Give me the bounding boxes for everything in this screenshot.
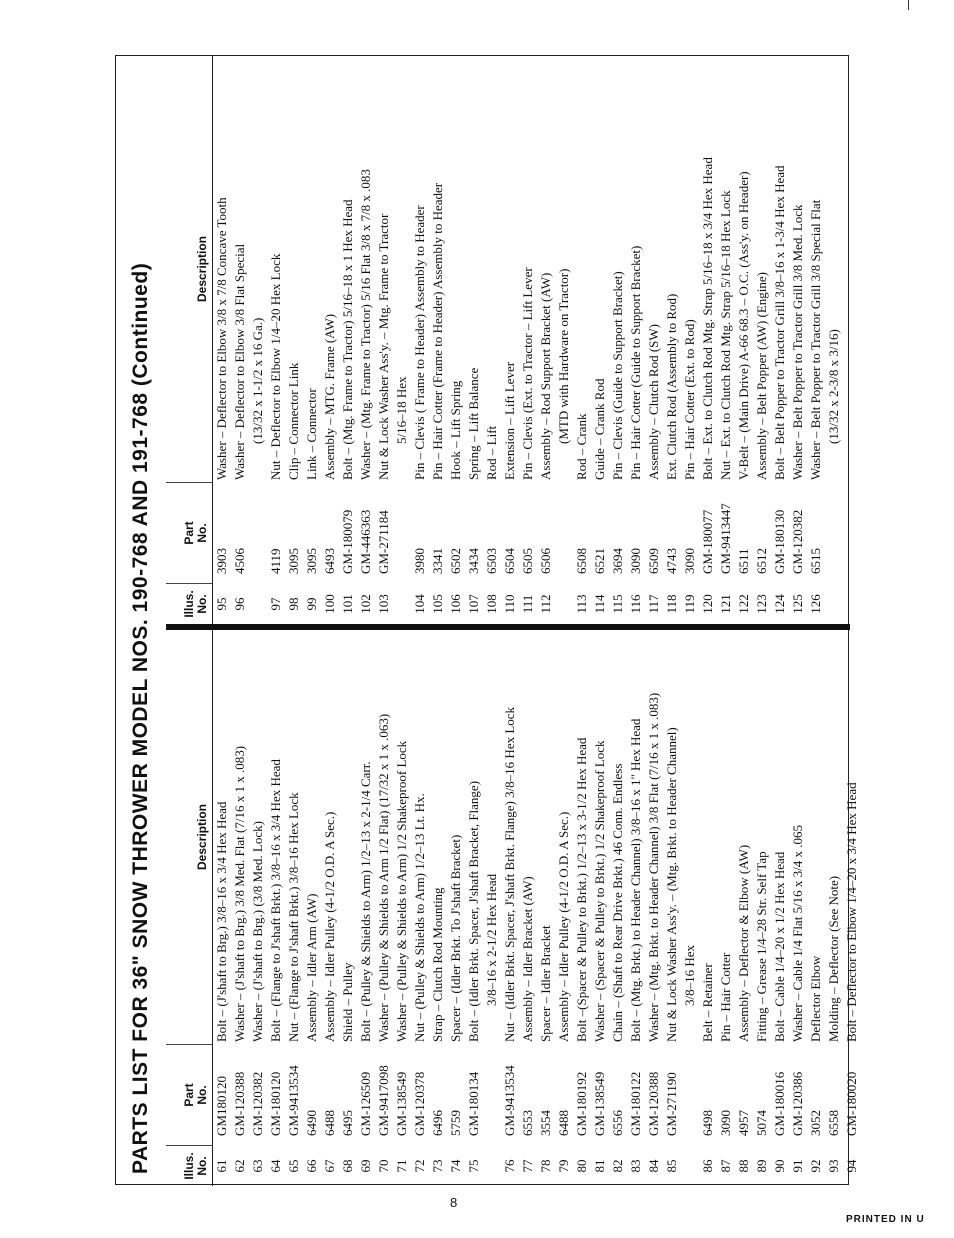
part-no-cell: 4506 <box>232 548 247 574</box>
table-row <box>717 56 735 624</box>
description-cell: Washer – Belt Popper to Tractor Grill 3/8 Special Flat <box>808 199 823 480</box>
illus-no-cell: 115 <box>610 594 625 614</box>
part-no-cell: 3090 <box>628 548 643 574</box>
part-no-cell: GM-9413447 <box>718 503 733 574</box>
table-row <box>735 56 753 624</box>
part-no-cell: 3694 <box>610 548 625 574</box>
illus-no-cell: 71 <box>394 1159 409 1173</box>
illus-no-cell: 126 <box>808 594 823 614</box>
table-row <box>357 630 375 1186</box>
description-cell: Washer – (Mtg. Brkt. to Header Channel) 3/8 Flat (7/16 x 1 x .083) <box>646 692 661 1042</box>
edge-tick-mark <box>908 0 909 10</box>
part-no-cell: GM-180192 <box>574 1071 589 1136</box>
illus-no-cell: 118 <box>664 594 679 614</box>
description-cell: Spring – Lift Balance <box>466 367 481 480</box>
part-no-cell: GM-9413534 <box>286 1065 301 1136</box>
description-cell: Nut – (Pulley & Shields to Arm) 1/2–13 Lt. Hx. <box>412 793 427 1042</box>
illus-no-cell: 84 <box>646 1159 661 1173</box>
part-no-cell: 5759 <box>448 1110 463 1136</box>
part-no-cell: GM-180134 <box>466 1071 481 1136</box>
illus-no-cell: 111 <box>520 594 535 614</box>
part-no-cell: 6493 <box>322 548 337 574</box>
table-row <box>447 630 465 1186</box>
part-no-cell: 6515 <box>808 548 823 574</box>
part-no-cell: 6511 <box>736 548 751 574</box>
part-no-cell: 6504 <box>502 548 517 574</box>
table-row <box>699 630 717 1186</box>
table-row <box>771 56 789 624</box>
left-table <box>166 630 859 1186</box>
table-row <box>393 630 411 1186</box>
part-no-cell: 6503 <box>484 548 499 574</box>
col-header-part-no: Part No. <box>166 482 212 583</box>
part-no-cell: GM-180122 <box>628 1071 643 1136</box>
table-row <box>789 630 807 1186</box>
table-row <box>213 56 231 624</box>
table-row <box>753 630 771 1186</box>
illus-no-cell: 61 <box>214 1159 229 1173</box>
continuation-spacer <box>825 484 843 624</box>
part-no-cell: 6505 <box>520 548 535 574</box>
table-row <box>303 56 321 624</box>
part-no-cell: 3095 <box>286 548 301 574</box>
part-no-cell: GM-180077 <box>700 509 715 574</box>
table-row <box>519 630 537 1186</box>
illus-no-cell: 95 <box>214 597 229 611</box>
continuation-text: (13/32 x 2-3/8 x 3/16) <box>826 329 841 444</box>
illus-no-cell: 80 <box>574 1159 589 1173</box>
part-no-cell: 6556 <box>610 1110 625 1136</box>
description-cell: Assembly – Idler Pulley (4-1/2 O.D. A Sec.) <box>322 811 337 1042</box>
part-no-cell: 6558 <box>826 1110 841 1136</box>
table-row <box>231 56 249 624</box>
table-row <box>609 630 627 1186</box>
illus-no-cell: 114 <box>592 594 607 614</box>
part-no-cell: 3090 <box>682 548 697 574</box>
part-no-cell: GM180120 <box>214 1076 229 1136</box>
description-cell: Guide – Crank Rod <box>592 378 607 480</box>
illus-no-cell: 67 <box>322 1159 337 1173</box>
description-cell: Fitting – Grease 1/4–28 Str. Self Tap <box>754 851 769 1042</box>
description-cell: Bolt – (Mtg. Brkt.) to Header Channel) 3/8–16 x 1" Hex Head <box>628 718 643 1042</box>
table-row <box>267 630 285 1186</box>
continuation-text: (13/32 x 1-1/2 x 16 Ga.) <box>250 317 265 444</box>
part-no-cell: 6495 <box>340 1110 355 1136</box>
illus-no-cell: 99 <box>304 597 319 611</box>
description-cell: Nut – Ext. to Clutch Rod Mtg. Strap 5/16–18 Hex Lock <box>718 190 733 480</box>
col-header-description: Description <box>195 236 209 303</box>
table-row <box>375 630 393 1186</box>
illus-no-cell: 116 <box>628 594 643 614</box>
parts-list-sheet <box>115 55 859 1185</box>
table-row <box>843 630 861 1186</box>
continuation-spacer <box>483 1046 501 1186</box>
illus-no-cell: 91 <box>790 1159 805 1173</box>
table-row <box>717 630 735 1186</box>
table-row <box>411 630 429 1186</box>
part-no-cell: GM-138549 <box>592 1071 607 1136</box>
continuation-spacer <box>249 484 267 624</box>
table-row <box>339 56 357 624</box>
part-no-cell: 3090 <box>718 1110 733 1136</box>
illus-no-cell: 65 <box>286 1159 301 1173</box>
table-row <box>249 630 267 1186</box>
table-row <box>591 630 609 1186</box>
illus-no-cell: 79 <box>556 1159 571 1173</box>
description-cell: Extension – Lift Lever <box>502 361 517 480</box>
part-no-cell: 6502 <box>448 548 463 574</box>
description-cell: Washer – Belt Popper to Tractor Grill 3/8 Med. Lock <box>790 204 805 480</box>
part-no-cell: GM-446363 <box>358 509 373 574</box>
description-cell: Bolt – Deflector to Elbow 1/4–20 x 3/4 Hex Head <box>844 782 859 1042</box>
illus-no-cell: 104 <box>412 594 427 614</box>
illus-no-cell: 96 <box>232 597 247 611</box>
table-row <box>501 56 519 624</box>
illus-no-cell: 112 <box>538 594 553 614</box>
continuation-spacer <box>555 484 573 624</box>
continuation-text: 3/8–16 x 2-1/2 Hex Head <box>484 873 499 1006</box>
description-cell: Nut & Lock Washer Ass'y. – (Mtg. Brkt. to Header Channel) <box>664 727 679 1042</box>
part-no-cell: 6488 <box>556 1110 571 1136</box>
description-cell: Bolt – (Flange to J'shaft Brkt.) 3/8–16 x 3/4 Hex Head <box>268 759 283 1042</box>
illus-no-cell: 93 <box>826 1159 841 1173</box>
part-no-cell: 3903 <box>214 548 229 574</box>
table-row <box>663 630 681 1186</box>
table-row <box>429 56 447 624</box>
illus-no-cell: 74 <box>448 1159 463 1173</box>
description-cell: Spacer – Idler Bracket <box>538 925 553 1042</box>
illus-no-cell: 122 <box>736 594 751 614</box>
illus-no-cell: 101 <box>340 594 355 614</box>
illus-no-cell: 83 <box>628 1159 643 1173</box>
illus-no-cell: 97 <box>268 597 283 611</box>
rotated-content <box>116 56 859 1186</box>
illus-no-cell: 69 <box>358 1159 373 1173</box>
part-no-cell: 5074 <box>754 1110 769 1136</box>
illus-no-cell: 89 <box>754 1159 769 1173</box>
illus-no-cell: 75 <box>466 1159 481 1173</box>
part-no-cell: GM-271190 <box>664 1072 679 1136</box>
description-cell: Bolt – (Idler Brkt. Spacer, J'shaft Bracket, Flange) <box>466 780 481 1042</box>
description-cell: Pin – Hair Cotter (Guide to Support Bracket) <box>628 245 643 480</box>
description-cell: Rod – Lift <box>484 425 499 480</box>
part-no-cell: GM-180016 <box>772 1071 787 1136</box>
description-cell: Washer – (Pulley & Shields to Arm) 1/2 Shakeproof Lock <box>394 740 409 1042</box>
illus-no-cell: 82 <box>610 1159 625 1173</box>
table-row <box>213 630 231 1186</box>
illus-no-cell: 66 <box>304 1159 319 1173</box>
table-row <box>573 56 591 624</box>
illus-no-cell: 110 <box>502 594 517 614</box>
right-table-rows <box>213 56 843 624</box>
table-row-continuation <box>825 56 843 624</box>
table-row <box>555 630 573 1186</box>
description-cell: Bolt – Belt Popper to Tractor Grill 3/8–16 x 1-3/4 Hex Head <box>772 165 787 480</box>
part-no-cell: 6498 <box>700 1110 715 1136</box>
right-table-header <box>166 56 213 624</box>
description-cell: Strap – Clutch Rod Mounting <box>430 887 445 1042</box>
description-cell: Assembly – Clutch Rod (SW) <box>646 324 661 480</box>
illus-no-cell: 105 <box>430 594 445 614</box>
description-cell: Assembly – Belt Popper (AW) (Engine) <box>754 272 769 480</box>
table-row <box>627 630 645 1186</box>
description-cell: Assembly – Rod Support Bracket (AW) <box>538 272 553 480</box>
illus-no-cell: 124 <box>772 594 787 614</box>
illus-no-cell: 78 <box>538 1159 553 1173</box>
part-no-cell: 3052 <box>808 1110 823 1136</box>
illus-no-cell: 73 <box>430 1159 445 1173</box>
description-cell: Bolt – Cable 1/4–20 x 1/2 Hex Head <box>772 851 787 1042</box>
table-row <box>825 630 843 1186</box>
table-row-continuation <box>483 630 501 1186</box>
part-no-cell: GM-120386 <box>790 1071 805 1136</box>
col-header-description: Description <box>195 804 209 871</box>
table-row <box>285 56 303 624</box>
table-row <box>645 630 663 1186</box>
description-cell: Assembly – Deflector & Elbow (AW) <box>736 844 751 1042</box>
continuation-spacer <box>681 1046 699 1186</box>
description-cell: Assembly – Idler Bracket (AW) <box>520 876 535 1042</box>
illus-no-cell: 103 <box>376 594 391 614</box>
table-row <box>537 56 555 624</box>
illus-no-cell: 76 <box>502 1159 517 1173</box>
table-row-continuation <box>681 630 699 1186</box>
description-cell: Pin – Clevis (Guide to Support Bracket) <box>610 271 625 480</box>
description-cell: Ext. Clutch Rod (Assembly to Rod) <box>664 293 679 480</box>
part-no-cell: 3341 <box>430 548 445 574</box>
illus-no-cell: 85 <box>664 1159 679 1173</box>
illus-no-cell: 68 <box>340 1159 355 1173</box>
table-row <box>519 56 537 624</box>
table-row <box>681 56 699 624</box>
page-title: PARTS LIST FOR 36" SNOW THROWER MODEL NOS. 190-768 AND 191-768 (Continued) <box>129 262 152 1174</box>
illus-no-cell: 117 <box>646 594 661 614</box>
part-no-cell: 3554 <box>538 1110 553 1136</box>
description-cell: Deflector Elbow <box>808 955 823 1042</box>
part-no-cell: GM-120388 <box>232 1071 247 1136</box>
table-row <box>465 56 483 624</box>
illus-no-cell: 86 <box>700 1159 715 1173</box>
table-row <box>573 630 591 1186</box>
description-cell: Pin – Hair Cotter (Frame to Header) Assembly to Header <box>430 182 445 480</box>
table-row <box>771 630 789 1186</box>
continuation-text: (MTD with Hardware on Tractor) <box>556 268 571 444</box>
table-row <box>735 630 753 1186</box>
part-no-cell: GM-9413534 <box>502 1065 517 1136</box>
description-cell: Washer – (Spacer & Pulley to Brkt.) 1/2 Shakeproof Lock <box>592 740 607 1042</box>
description-cell: Assembly – MTG. Frame (AW) <box>322 313 337 480</box>
illus-no-cell: 119 <box>682 594 697 614</box>
col-header-illus-no: Illus. No. <box>166 1145 212 1186</box>
part-no-cell: GM-180079 <box>340 509 355 574</box>
illus-no-cell: 100 <box>322 594 337 614</box>
illus-no-cell: 70 <box>376 1159 391 1173</box>
description-cell: Bolt – Ext. to Clutch Rod Mtg. Strap 5/16–18 x 3/4 Hex Head <box>700 157 715 480</box>
description-cell: Bolt – (J'shaft to Brg.) 3/8–16 x 3/4 Hex Head <box>214 801 229 1042</box>
part-no-cell: 6509 <box>646 548 661 574</box>
illus-no-cell: 62 <box>232 1159 247 1173</box>
page-number: 8 <box>450 1195 458 1210</box>
illus-no-cell: 125 <box>790 594 805 614</box>
table-row <box>645 56 663 624</box>
description-cell: Washer – (Pulley & Shields to Arm 1/2 Flat) (17/32 x 1 x .063) <box>376 713 391 1042</box>
description-cell: Washer – Deflector to Elbow 3/8 Flat Special <box>232 243 247 480</box>
part-no-cell: 6488 <box>322 1110 337 1136</box>
part-no-cell: 6521 <box>592 548 607 574</box>
right-table <box>166 56 850 630</box>
illus-no-cell: 98 <box>286 597 301 611</box>
table-row <box>537 630 555 1186</box>
description-cell: Washer – (J'shaft to Brg.) (3/8 Med. Lock) <box>250 821 265 1042</box>
description-cell: Shield – Pulley <box>340 962 355 1042</box>
part-no-cell: GM-180120 <box>268 1071 283 1136</box>
table-row <box>483 56 501 624</box>
part-no-cell: GM-120382 <box>250 1071 265 1136</box>
table-row <box>807 630 825 1186</box>
table-row <box>375 56 393 624</box>
col-header-illus-no: Illus. No. <box>166 583 212 624</box>
part-no-cell: GM-120378 <box>412 1071 427 1136</box>
part-no-cell: 3434 <box>466 548 481 574</box>
illus-no-cell: 102 <box>358 594 373 614</box>
table-row <box>789 56 807 624</box>
illus-no-cell: 90 <box>772 1159 787 1173</box>
table-row <box>447 56 465 624</box>
description-cell: Spacer – (Idler Brkt. To J'shaft Bracket) <box>448 834 463 1042</box>
part-no-cell: GM-271184 <box>376 510 391 574</box>
table-row-continuation <box>555 56 573 624</box>
table-row <box>321 630 339 1186</box>
table-row <box>807 56 825 624</box>
part-no-cell: GM-9417098 <box>376 1065 391 1136</box>
part-no-cell: 3980 <box>412 548 427 574</box>
part-no-cell: 4119 <box>268 548 283 574</box>
part-no-cell: GM-180020 <box>844 1071 859 1136</box>
table-row <box>501 630 519 1186</box>
description-cell: Assembly – Idler Pulley (4-1/2 O.D. A Sec.) <box>556 811 571 1042</box>
illus-no-cell: 113 <box>574 594 589 614</box>
table-row <box>339 630 357 1186</box>
part-no-cell: 6512 <box>754 548 769 574</box>
description-cell: Pin – Hair Cotter (Ext. to Rod) <box>682 319 697 480</box>
part-no-cell: GM-120382 <box>790 509 805 574</box>
table-row <box>663 56 681 624</box>
description-cell: Nut – Deflector to Elbow 1/4–20 Hex Lock <box>268 253 283 480</box>
part-no-cell: GM-120388 <box>646 1071 661 1136</box>
table-row <box>231 630 249 1186</box>
continuation-spacer <box>393 484 411 624</box>
description-cell: Link – Connector <box>304 388 319 480</box>
part-no-cell: 3095 <box>304 548 319 574</box>
part-no-cell: GM-138549 <box>394 1071 409 1136</box>
table-row <box>429 630 447 1186</box>
printed-in-footer: PRINTED IN U <box>846 1214 925 1225</box>
table-row <box>465 630 483 1186</box>
part-no-cell: GM-126509 <box>358 1071 373 1136</box>
part-no-cell: 4957 <box>736 1110 751 1136</box>
description-cell: Pin – Clevis (Ext. to Tractor – Lift Lever <box>520 267 535 480</box>
description-cell: Belt – Retainer <box>700 963 715 1042</box>
description-cell: Rod – Crank <box>574 413 589 480</box>
description-cell: Bolt –(Spacer & Pulley to Brkt.) 1/2–13 x 3-1/2 Hex Head <box>574 737 589 1042</box>
table-row <box>321 56 339 624</box>
col-header-part-no: Part No. <box>166 1044 212 1145</box>
table-row <box>357 56 375 624</box>
description-cell: Pin – Clevis ( Frame to Header) Assembly to Header <box>412 205 427 480</box>
description-cell: Assembly – Idler Arm (AW) <box>304 893 319 1042</box>
description-cell: Pin – Hair Cotter <box>718 952 733 1042</box>
part-no-cell: 4743 <box>664 548 679 574</box>
table-row-continuation <box>393 56 411 624</box>
part-no-cell: 6496 <box>430 1110 445 1136</box>
continuation-text: 5/16–18 Hex <box>394 376 409 444</box>
part-no-cell: GM-180130 <box>772 509 787 574</box>
illus-no-cell: 87 <box>718 1159 733 1173</box>
part-no-cell: 6506 <box>538 548 553 574</box>
table-row-continuation <box>249 56 267 624</box>
table-row <box>303 630 321 1186</box>
description-cell: Bolt – (Pulley & Shields to Arm) 1/2–13 x 2-1/4 Carr. <box>358 761 373 1042</box>
illus-no-cell: 63 <box>250 1159 265 1173</box>
part-no-cell: 6553 <box>520 1110 535 1136</box>
illus-no-cell: 88 <box>736 1159 751 1173</box>
description-cell: Nut – (Flange to J'shaft Brkt.) 3/8–16 Hex Lock <box>286 792 301 1042</box>
table-row <box>753 56 771 624</box>
description-cell: Washer – Deflector to Elbow 3/8 x 7/8 Concave Tooth <box>214 197 229 480</box>
illus-no-cell: 77 <box>520 1159 535 1173</box>
description-cell: Bolt – (Mtg. Frame to Tractor) 5/16–18 x 1 Hex Head <box>340 199 355 480</box>
illus-no-cell: 72 <box>412 1159 427 1173</box>
description-cell: V-Belt – (Main Drive) A-66 68.3 – O.C. (Ass'y. on Header) <box>736 171 751 480</box>
description-cell: Washer – (J'shaft to Brg.) 3/8 Med. Flat (7/16 x 1 x .083) <box>232 745 247 1042</box>
description-cell: Nut – (Idler Brkt. Spacer, J'shaft Brkt. Flange) 3/8–16 Hex Lock <box>502 706 517 1042</box>
illus-no-cell: 106 <box>448 594 463 614</box>
left-table-header <box>166 630 213 1186</box>
description-cell: Chain – (Shaft to Rear Drive Brkt.) 46 Conn. Endless <box>610 763 625 1042</box>
illus-no-cell: 123 <box>754 594 769 614</box>
illus-no-cell: 81 <box>592 1159 607 1173</box>
description-cell: Molding – Deflector (See Note) <box>826 875 841 1042</box>
description-cell: Clip – Connector Link <box>286 362 301 480</box>
table-row <box>699 56 717 624</box>
illus-no-cell: 92 <box>808 1159 823 1173</box>
illus-no-cell: 120 <box>700 594 715 614</box>
description-cell: Nut & Lock Washer Ass'y. – Mtg. Frame to Tractor <box>376 213 391 480</box>
illus-no-cell: 94 <box>844 1159 859 1173</box>
part-no-cell: 6490 <box>304 1110 319 1136</box>
illus-no-cell: 121 <box>718 594 733 614</box>
table-row <box>411 56 429 624</box>
table-row <box>591 56 609 624</box>
table-row <box>267 56 285 624</box>
illus-no-cell: 107 <box>466 594 481 614</box>
continuation-text: 3/8–16 Hex <box>682 944 697 1006</box>
table-row <box>285 630 303 1186</box>
part-no-cell: 6508 <box>574 548 589 574</box>
illus-no-cell: 64 <box>268 1159 283 1173</box>
illus-no-cell: 108 <box>484 594 499 614</box>
table-row <box>627 56 645 624</box>
description-cell: Washer – (Mtg. Frame to Tractor) 5/16 Flat 3/8 x 7/8 x .083 <box>358 169 373 480</box>
table-row <box>609 56 627 624</box>
description-cell: Washer – Cable 1/4 Flat 5/16 x 3/4 x .065 <box>790 824 805 1042</box>
description-cell: Hook – Lift Spring <box>448 380 463 480</box>
left-table-rows <box>213 630 861 1186</box>
